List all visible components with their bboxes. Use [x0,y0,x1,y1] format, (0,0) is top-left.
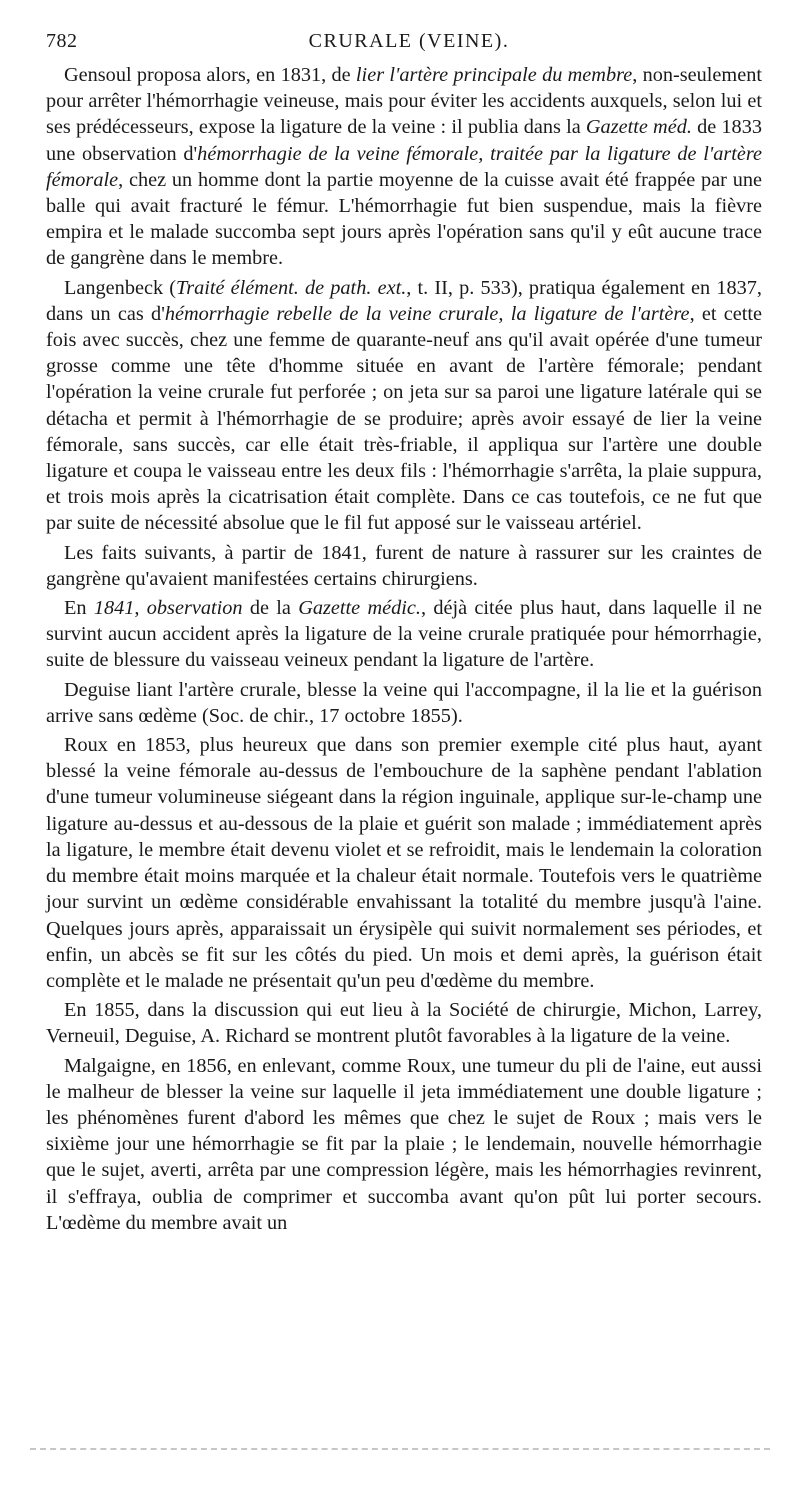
italic-text-run: Gazette méd. [585,116,692,139]
paragraph [46,1053,762,1236]
text-run: , t. II, p. 533), pratiqua également en 1837, dans un cas d' [46,276,762,325]
paragraph [46,540,762,592]
text-run: , et cette fois avec succès, chez une femme de quarante-neuf ans qu'il avait opérée d'une tumeur grosse comme une tête d'homme située en avant de l'artère fémorale; pendant l'opération la veine crurale fut perforée ; on jeta sur sa paroi une ligature latérale qui se détacha et permit à l'hémorrhagie de se produire; après avoir essayé de lier la veine fémorale, sans succès, car elle était très-friable, il appliqua sur l'artère une double ligature et coupa le vaisseau entre les deux fils : l'hémorrhagie s'arrêta, la plaie suppura, et trois mois après la cicatrisation était complète. Dans ce cas toutefois, ce ne fut que par suite de nécessité absolue que le fil fut apposé sur le vaisseau artériel. [46,302,763,535]
paragraph [46,732,762,994]
text-run: , chez un homme dont la partie moyenne de la cuisse avait été frappée par une balle qui avait fracturé le fémur. L'hémorrhagie fut bien suspendue, mais la fièvre empira et le malade succomba sept jours après l'opération sans qu'il y eût aucune trace de gangrène dans le membre. [46,168,762,270]
text-run: Les faits suivants, à partir de 1841, furent de nature à rassurer sur les craintes de gangrène qu'avaient manifestées certains chirurgiens. [46,541,762,590]
running-head: CRURALE (VEINE). [308,30,510,52]
text-run: En 1855, dans la discussion qui eut lieu à la Société de chirurgie, Michon, Larrey, Verneuil, Deguise, A. Richard se montrent plutôt favorables à la ligature de la veine. [46,999,762,1048]
italic-text-run: hémorrhagie de la veine fémorale, traitée par la ligature de l'artère fémorale [46,142,763,191]
italic-text-run: hémorrhagie rebelle de la veine crurale, la ligature de l'artère [164,302,690,325]
page-number: 782 [46,30,78,52]
text-run: Malgaigne, en 1856, en enlevant, comme Roux, une tumeur du pli de l'aine, eut aussi le malheur de blesser la veine sur laquelle il jeta immédiatement une double ligature ; les phénomènes furent d'abord les mêmes que chez le sujet de Roux ; mais vers le sixième jour une hémorrhagie se fit par la plaie ; le lendemain, nouvelle hémorrhagie que le sujet, averti, arrêta par une compression légère, mais les hémorrhagies revinrent, il s'effraya, oublia de comprimer et succomba avant qu'on pût lui porter secours. L'œdème du membre avait un [46,1054,762,1234]
text-run: , [134,597,147,620]
text-run: , non-seulement pour arrêter l'hémorrhagie veineuse, mais pour éviter les accidents auxquels, selon lui et ses prédécesseurs, expose la ligature de la veine : il publia dans la [46,64,762,139]
italic-text-run: 1841 [93,597,135,620]
text-run: Deguise liant l'artère crurale, blesse la veine qui l'accompagne, il la lie et la guérison arrive sans œdème (Soc. de chir., 17 octobre 1855). [46,678,762,727]
paragraph [46,997,762,1049]
body-text [46,62,762,1236]
page-bottom-rule [30,1448,770,1450]
italic-text-run: Traité élément. de path. ext. [176,276,407,299]
text-run: Langenbeck ( [64,276,177,299]
page-header [46,30,772,58]
text-run: En [64,597,94,620]
text-run: Gensoul proposa alors, en 1831, de [64,64,356,86]
italic-text-run: lier l'artère principale du membre [355,64,633,86]
paragraph [46,62,762,272]
paragraph [46,595,762,674]
text-run: , déjà citée plus haut, dans laquelle il ne survint aucun accident après la ligature de la veine crurale pratiquée pour hémorrhagie, suite de blessure du vaisseau veineux pendant la ligature de l'artère. [46,597,763,672]
text-run: de 1833 une observation d' [46,116,762,165]
italic-text-run: observation [146,597,243,620]
italic-text-run: Gazette médic. [298,597,421,620]
paragraph [46,677,762,729]
text-run: Roux en 1853, plus heureux que dans son premier exemple cité plus haut, ayant blessé la veine fémorale au-dessus de l'embouchure de la saphène pendant l'ablation d'une tumeur volumineuse siégeant dans la région inguinale, applique sur-le-champ une ligature au-dessus et au-dessous de la plaie et guérit son malade ; immédiatement après la ligature, le membre était devenu violet et se refroidit, mais le lendemain la coloration du membre était moins marquée et la chaleur était normale. Toutefois vers le quatrième jour survint un œdème considérable envahissant la totalité du membre jusqu'à l'aine. Quelques jours après, apparaissait un érysipèle qui suivit normalement ses périodes, et enfin, un abcès se fit sur les côtés du pied. Un mois et demi après, la guérison était complète et le malade ne présentait qu'un peu d'œdème du membre. [46,734,762,992]
paragraph [46,275,762,537]
text-run: de la [242,597,299,620]
